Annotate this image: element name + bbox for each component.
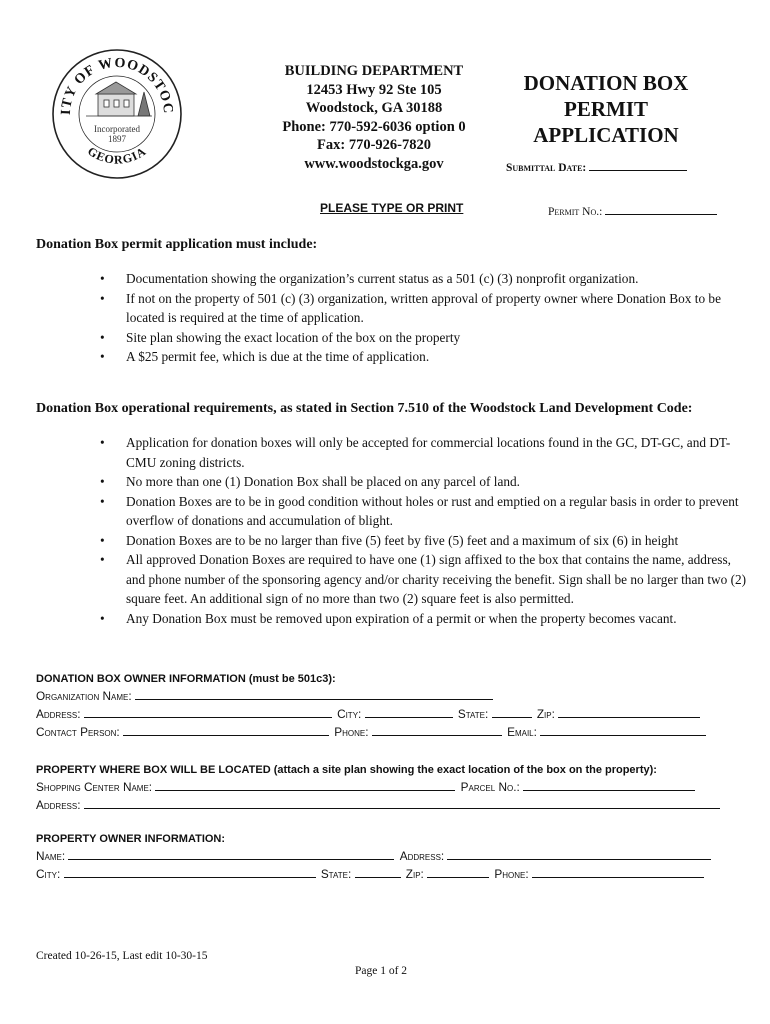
property-owner-city-field[interactable]: [64, 865, 316, 878]
form-title: [496, 70, 716, 148]
section2-heading: Donation Box operational requirements, as stated in Section 7.510 of the Woodstock Land Development Code:: [36, 401, 693, 416]
parcel-number-label: Parcel No.:: [460, 780, 520, 794]
owner-address-field[interactable]: [84, 705, 332, 718]
shopping-center-row: [36, 778, 736, 796]
parcel-number-field[interactable]: [523, 778, 695, 791]
list-item: • All approved Donation Boxes are required to have one (1) sign affixed to the box that contains the name, address, and phone number of the sponsoring agency and/or charity receiving the benefit. Sign shall be no larger than two (2) square feet. An additional sign of no more than two (2) square feet is also permitted.: [100, 550, 750, 609]
submittal-date-field[interactable]: [506, 158, 689, 174]
permit-number-field[interactable]: [548, 202, 719, 218]
section1-list: [100, 269, 750, 367]
city-seal-logo: [52, 44, 182, 184]
property-owner-phone-label: Phone:: [494, 867, 529, 881]
list-item: • Site plan showing the exact location of the box on the property: [100, 328, 750, 348]
list-item: • Application for donation boxes will only be accepted for commercial locations found in the GC, DT-GC, and DT-CMU zoning districts.: [100, 433, 750, 472]
property-owner-name-label: Name:: [36, 849, 66, 863]
owner-phone-field[interactable]: [372, 723, 502, 736]
owner-info-heading: DONATION BOX OWNER INFORMATION (must be 501c3):: [36, 673, 336, 685]
please-type-or-print: PLEASE TYPE OR PRINT: [320, 201, 464, 215]
property-owner-zip-label: Zip:: [405, 867, 424, 881]
department-info: [262, 62, 486, 173]
owner-zip-label: Zip:: [536, 707, 555, 721]
list-item: • No more than one (1) Donation Box shall be placed on any parcel of land.: [100, 472, 750, 492]
property-location-heading: PROPERTY WHERE BOX WILL BE LOCATED (attach a site plan showing the exact location of the box on the property):: [36, 764, 657, 776]
list-item: • Documentation showing the organization’s current status as a 501 (c) (3) nonprofit organization.: [100, 269, 750, 289]
property-location-section: [36, 764, 736, 814]
title-line2: PERMIT: [564, 97, 648, 121]
owner-email-label: Email:: [507, 725, 537, 739]
owner-city-field[interactable]: [365, 705, 453, 718]
submittal-date-label: Submittal Date:: [506, 162, 587, 174]
property-address-field[interactable]: [84, 796, 720, 809]
org-name-label: Organization Name:: [36, 689, 132, 703]
created-date-note: Created 10-26-15, Last edit 10-30-15: [36, 950, 208, 962]
owner-city-label: City:: [337, 707, 362, 721]
list-item: • If not on the property of 501 (c) (3) organization, written approval of property owner where Donation Box to be located is required at the time of application.: [100, 289, 750, 328]
property-owner-city-label: City:: [36, 867, 61, 881]
owner-email-field[interactable]: [540, 723, 706, 736]
property-owner-name-field[interactable]: [68, 847, 394, 860]
svg-text:CITY OF WOODSTOCK: ITY OF WOODSTOC: [58, 55, 176, 116]
svg-text:GEORGIA: GEORGIA: [85, 143, 149, 167]
property-owner-state-field[interactable]: [355, 865, 401, 878]
property-owner-heading: PROPERTY OWNER INFORMATION:: [36, 833, 226, 845]
contact-row: [36, 723, 736, 741]
department-phone: Phone: 770-592-6036 option 0: [282, 118, 466, 135]
contact-person-label: Contact Person:: [36, 725, 120, 739]
org-name-field[interactable]: [135, 687, 493, 700]
property-owner-state-label: State:: [320, 867, 352, 881]
seal-year-text: 1897: [108, 134, 126, 144]
property-owner-name-row: [36, 847, 736, 865]
shopping-center-field[interactable]: [155, 778, 455, 791]
permit-number-label: Permit No.:: [548, 206, 603, 218]
property-owner-address-field[interactable]: [447, 847, 711, 860]
property-address-row: [36, 796, 736, 814]
page-number: Page 1 of 2: [355, 965, 408, 977]
owner-zip-field[interactable]: [558, 705, 700, 718]
owner-address-row: [36, 705, 736, 723]
owner-address-label: Address:: [36, 707, 81, 721]
property-owner-phone-field[interactable]: [532, 865, 704, 878]
title-line1: DONATION BOX: [523, 71, 689, 95]
owner-state-field[interactable]: [492, 705, 532, 718]
org-name-row: [36, 687, 736, 705]
section2-list: [100, 433, 750, 628]
property-owner-address-label: Address:: [399, 849, 445, 863]
shopping-center-label: Shopping Center Name:: [36, 780, 153, 794]
property-owner-city-row: [36, 865, 736, 883]
property-owner-section: [36, 833, 736, 883]
contact-person-field[interactable]: [123, 723, 329, 736]
list-item: • Any Donation Box must be removed upon expiration of a permit or when the property becomes vacant.: [100, 609, 750, 629]
department-address1: 12453 Hwy 92 Ste 105: [306, 81, 442, 98]
title-line3: APPLICATION: [533, 123, 679, 147]
seal-incorporated-text: Incorporated: [94, 124, 140, 134]
owner-state-label: State:: [457, 707, 489, 721]
owner-info-section: [36, 673, 736, 741]
list-item: • Donation Boxes are to be in good condition without holes or rust and emptied on a regular basis in order to prevent overflow of donations and accumulation of blight.: [100, 492, 750, 531]
list-item: • A $25 permit fee, which is due at the time of application.: [100, 347, 750, 367]
property-owner-zip-field[interactable]: [427, 865, 489, 878]
section1-heading: Donation Box permit application must include:: [36, 237, 318, 252]
department-fax: Fax: 770-926-7820: [317, 137, 431, 153]
property-address-label: Address:: [36, 798, 81, 812]
department-website[interactable]: www.woodstockga.gov: [304, 155, 444, 172]
department-name: BUILDING DEPARTMENT: [284, 63, 464, 79]
department-address2: Woodstock, GA 30188: [305, 100, 443, 116]
list-item: • Donation Boxes are to be no larger than five (5) feet by five (5) feet and a maximum of six (6) in height: [100, 531, 750, 551]
owner-phone-label: Phone:: [334, 725, 369, 739]
